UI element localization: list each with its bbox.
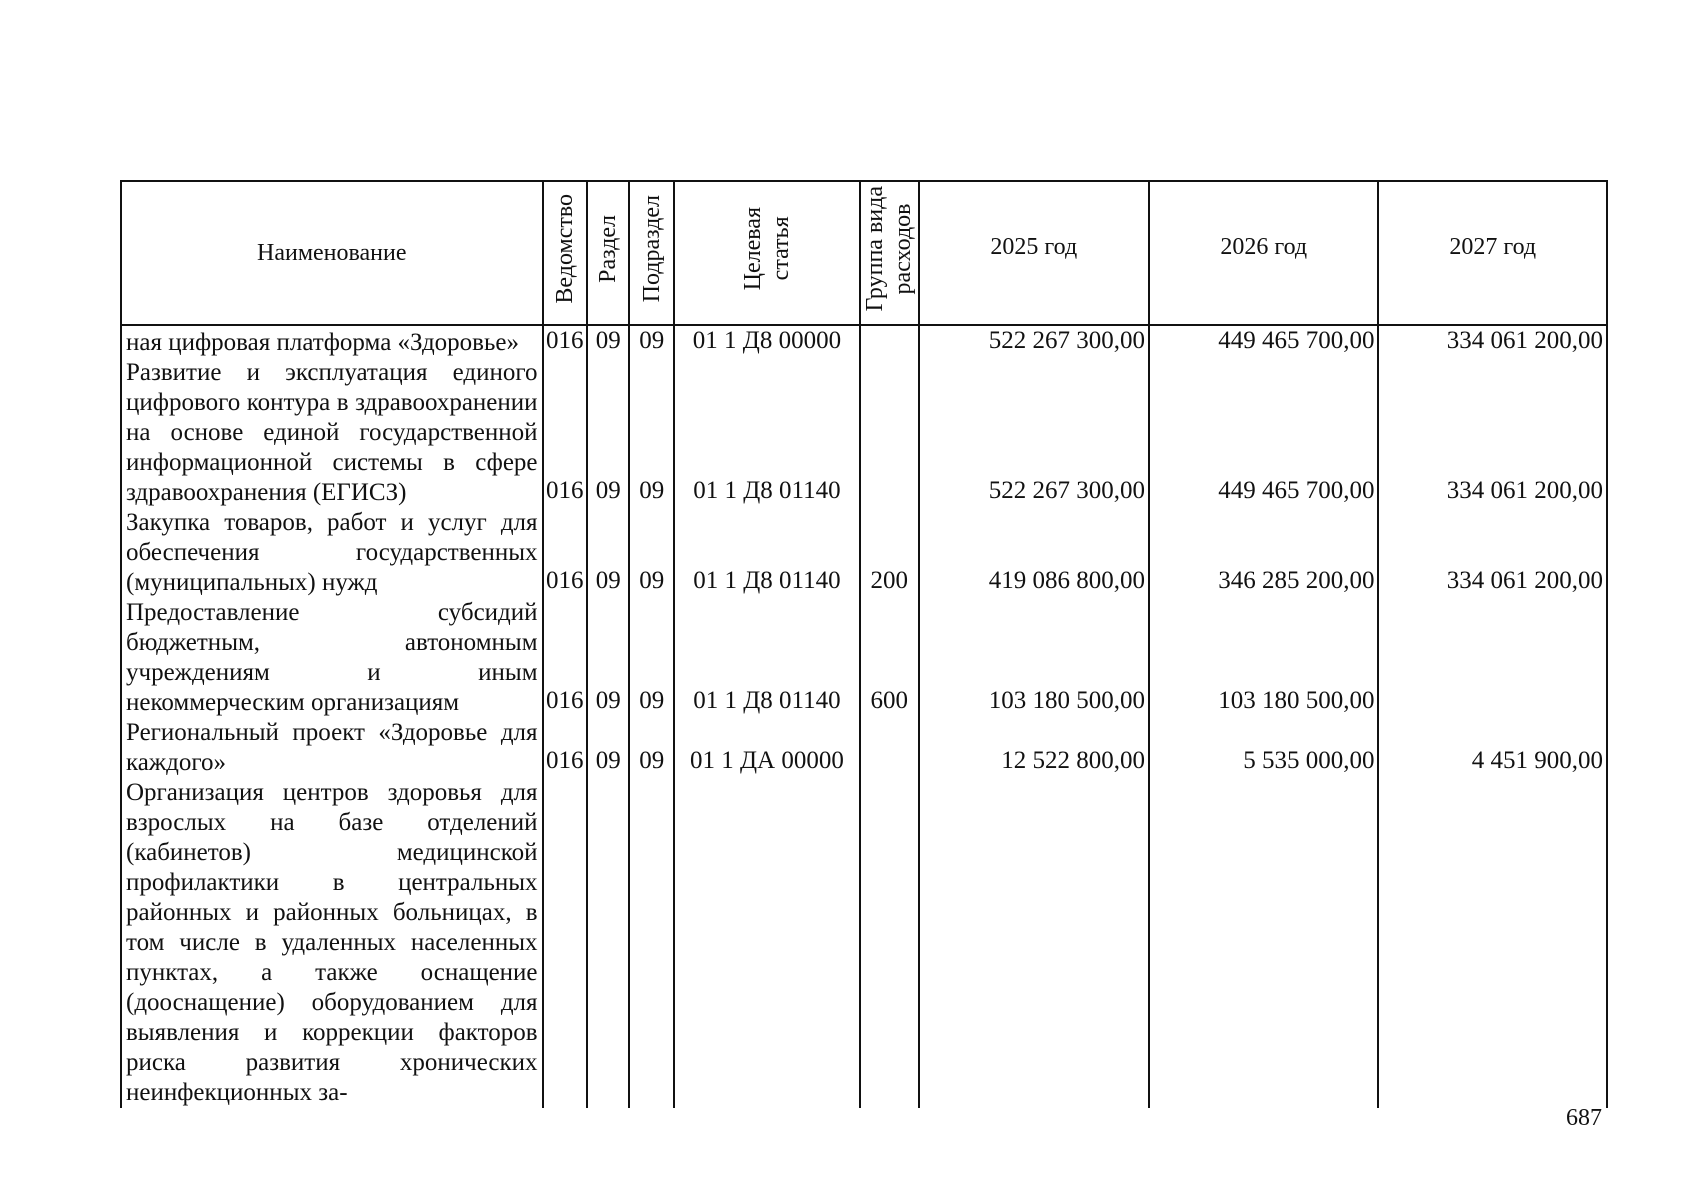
budget-table [120,180,1608,1108]
header-celevaya-statya: Целевая статья [674,181,860,325]
row-razdel: 09 [587,718,629,778]
page-number: 687 [1566,1105,1602,1131]
row-podrazdel: 09 [629,508,673,598]
row-podrazdel [629,778,673,1108]
row-name: Предоставление субсидий бюджетным, автономным учреждениям и иным некоммерческим организациям [121,598,543,718]
row-gruppa: 600 [860,598,919,718]
table-row [121,325,1607,358]
table-body [121,325,1607,1108]
row-name: Развитие и эксплуатация единого цифрового контура в здравоохранении на основе единой государственной информационной системы в сфере здравоохранения (ЕГИСЗ) [121,358,543,508]
row-vedomstvo: 016 [543,325,587,358]
row-podrazdel: 09 [629,718,673,778]
row-2027: 4 451 900,00 [1378,718,1607,778]
header-2025: 2025 год [919,181,1149,325]
table-row [121,718,1607,778]
row-2026: 103 180 500,00 [1149,598,1378,718]
row-gruppa: 200 [860,508,919,598]
row-2025: 12 522 800,00 [919,718,1149,778]
row-gruppa [860,778,919,1108]
header-2026: 2026 год [1149,181,1378,325]
row-celevaya-statya: 01 1 Д8 01140 [674,358,860,508]
row-vedomstvo [543,778,587,1108]
row-2027 [1378,778,1607,1108]
row-gruppa [860,718,919,778]
row-razdel [587,778,629,1108]
row-2026: 449 465 700,00 [1149,325,1378,358]
header-razdel: Раздел [587,181,629,325]
row-celevaya-statya [674,778,860,1108]
row-vedomstvo: 016 [543,718,587,778]
row-name: Организация центров здоровья для взрослых на базе отделений (кабинетов) медицинской профилактики в центральных районных и районных больницах, в том числе в удаленных населенных пунктах, а также оснащение (дооснащение) оборудованием для выявления и коррекции факторов риска развития хронических неинфекционных за- [121,778,543,1108]
row-name: ная цифровая платформа «Здоровье» [121,325,543,358]
table-row [121,598,1607,718]
row-gruppa [860,358,919,508]
row-2026 [1149,778,1378,1108]
header-2027: 2027 год [1378,181,1607,325]
row-podrazdel: 09 [629,325,673,358]
header-vedomstvo: Ведомство [543,181,587,325]
row-vedomstvo: 016 [543,598,587,718]
row-celevaya-statya: 01 1 Д8 01140 [674,508,860,598]
row-razdel: 09 [587,358,629,508]
header-name: Наименование [121,181,543,325]
row-2025: 522 267 300,00 [919,325,1149,358]
header-podrazdel: Подраздел [629,181,673,325]
row-celevaya-statya: 01 1 Д8 00000 [674,325,860,358]
header-gruppa-vida-rashodov: Группа вида расходов [860,181,919,325]
row-2027: 334 061 200,00 [1378,508,1607,598]
row-2026: 346 285 200,00 [1149,508,1378,598]
row-vedomstvo: 016 [543,508,587,598]
row-razdel: 09 [587,325,629,358]
row-celevaya-statya: 01 1 Д8 01140 [674,598,860,718]
row-2025: 419 086 800,00 [919,508,1149,598]
row-razdel: 09 [587,598,629,718]
row-2025: 103 180 500,00 [919,598,1149,718]
row-razdel: 09 [587,508,629,598]
row-podrazdel: 09 [629,598,673,718]
row-celevaya-statya: 01 1 ДА 00000 [674,718,860,778]
row-2027: 334 061 200,00 [1378,358,1607,508]
row-2026: 5 535 000,00 [1149,718,1378,778]
row-2027: 334 061 200,00 [1378,325,1607,358]
row-2026: 449 465 700,00 [1149,358,1378,508]
row-name: Закупка товаров, работ и услуг для обеспечения государственных (муниципальных) нужд [121,508,543,598]
row-2027 [1378,598,1607,718]
table-header [121,181,1607,325]
table-row [121,358,1607,508]
row-vedomstvo: 016 [543,358,587,508]
table-row [121,778,1607,1108]
row-name: Региональный проект «Здоровье для каждого» [121,718,543,778]
row-gruppa [860,325,919,358]
row-podrazdel: 09 [629,358,673,508]
table-row [121,508,1607,598]
row-2025: 522 267 300,00 [919,358,1149,508]
row-2025 [919,778,1149,1108]
